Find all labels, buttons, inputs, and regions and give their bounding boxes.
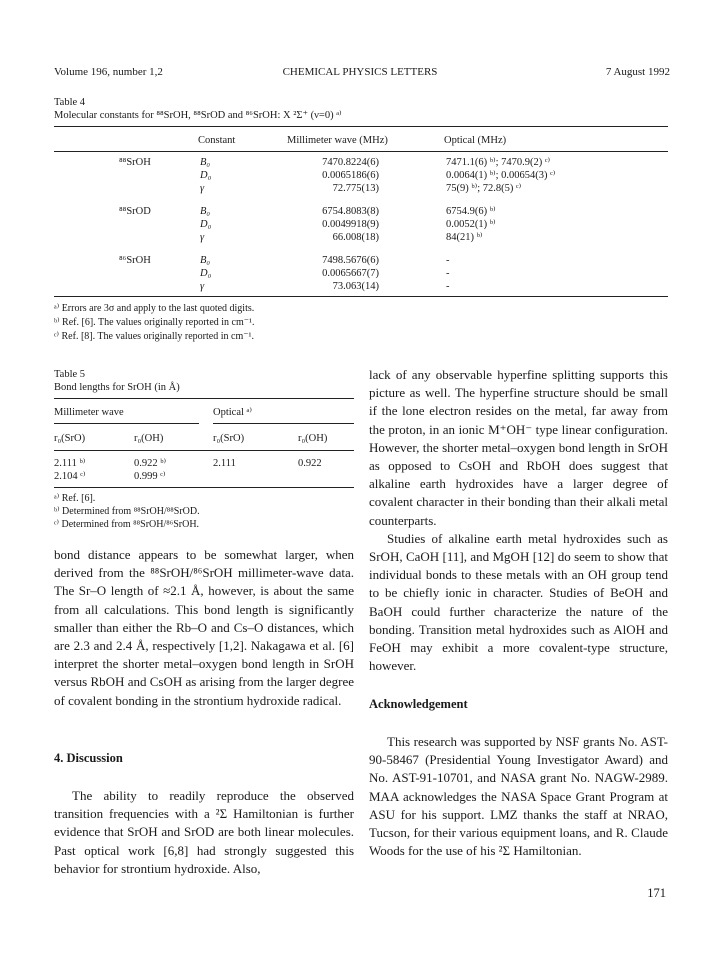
table4-optical-value: - — [446, 268, 450, 279]
table5-footnote-c: ᶜ⁾ Determined from ⁸⁸SrOH/⁸⁶SrOH. — [54, 519, 200, 530]
body-paragraph: This research was supported by NSF grants No. AST-90-58467 (Presidential Young Investigator Award) and No. AST-91-10701, and NASA grant No. NAGW-2989. MAA acknowledges the NASA Space Grant Program at ASU for his support. LMZ thanks the staff at NRAO, Tucson, for their various equipment loans, and R. Claude Woods for the use of his ²Σ Hamiltonian. — [369, 734, 668, 859]
table4-header-optical: Optical (MHz) — [444, 135, 507, 146]
table4-constant: D₀ — [200, 268, 212, 279]
table4-footnote-a: ᵃ⁾ Errors are 3σ and apply to the last quoted digits. — [54, 303, 255, 314]
table4-optical-value: 7471.1(6) ᵇ⁾; 7470.9(2) ᶜ⁾ — [446, 157, 551, 168]
table4-caption: Molecular constants for ⁸⁸SrOH, ⁸⁸SrOD and ⁸⁶SrOH: X ²Σ⁺ (ν=0) ᵃ⁾ — [54, 110, 342, 121]
body-paragraph: bond distance appears to be somewhat larger, when derived from the ⁸⁸SrOH/⁸⁶SrOH millimeter-wave data. The Sr–O length of ≈2.1 Å, however, is about the same from all calculations. This bond length is significantly smaller than either the Rb–O and Cs–O distances, which are 2.3 and 2.4 Å, respectively [1,2]. Nakagawa et al. [6] interpret the shorter metal–oxygen bond length in SrOH versus RbOH and CsOH as arising from the larger degree of covalent bonding in the strontium hydroxide radical. — [54, 547, 354, 708]
table4-bottom-rule — [54, 296, 668, 297]
table4-mmw-value: 66.008(18) — [332, 232, 379, 243]
body-paragraph: lack of any observable hyperfine splitting supports this picture as well. The hyperfine structure should be small if the lone electron resides on the metal, far away from the proton, in an ionic M⁺OH⁻ type linear configuration. However, the shorter metal–oxygen bond length in SrOH as opposed to CsOH and RbOH does suggest that alkaline earth hydroxides have a larger degree of covalent character in their bonding than their alkali metal counterparts. — [369, 367, 668, 528]
section-heading-discussion: 4. Discussion — [54, 751, 123, 765]
table5-group-optical: Optical ᵃ⁾ — [213, 407, 252, 418]
table4-optical-value: - — [446, 255, 450, 266]
table5-header-rule — [54, 450, 354, 451]
table4-header-constant: Constant — [198, 135, 236, 146]
table5-bottom-rule — [54, 487, 354, 488]
table4-optical-value: 84(21) ᵇ⁾ — [446, 232, 483, 243]
section-heading-acknowledgement: Acknowledgement — [369, 697, 468, 711]
body-paragraph: The ability to readily reproduce the observed transition frequencies with a ²Σ Hamiltonian is further evidence that SrOH and SrOD are both linear molecules. Past optical work [6,8] had strongly suggested this behavior for strontium hydroxide. Also, — [54, 788, 354, 876]
table4-label: Table 4 — [54, 97, 86, 108]
table4-footnote-c: ᶜ⁾ Ref. [8]. The values originally reported in cm⁻¹. — [54, 331, 254, 342]
table4-mmw-value: 0.0065186(6) — [322, 170, 379, 181]
table4-constant: B₀ — [200, 157, 211, 168]
table4-mmw-value: 73.063(14) — [332, 281, 379, 292]
table4-species: ⁸⁶SrOH — [119, 255, 151, 266]
table4-optical-value: 0.0052(1) ᵇ⁾ — [446, 219, 496, 230]
table4-constant: γ — [200, 232, 205, 243]
table4-mmw-value: 7498.5676(6) — [322, 255, 379, 266]
table4-header-mmw: Millimeter wave (MHz) — [287, 135, 388, 146]
table5-footnote-a: ᵃ⁾ Ref. [6]. — [54, 493, 96, 504]
table4-header-rule — [54, 151, 668, 152]
table5-cell: 0.922 — [298, 458, 322, 469]
running-header-journal: CHEMICAL PHYSICS LETTERS — [282, 66, 438, 78]
table4-mmw-value: 0.0065667(7) — [322, 268, 379, 279]
table5-cell: 2.111 ᵇ⁾ — [54, 458, 86, 469]
table5-caption: Bond lengths for SrOH (in Å) — [54, 382, 180, 393]
table5-header-opt-sro: r₀(SrO) — [213, 433, 245, 444]
table5-header-mmw-sro: r₀(SrO) — [54, 433, 86, 444]
right-column — [369, 366, 668, 675]
table5-header-mmw-oh: r₀(OH) — [134, 433, 164, 444]
table4-constant: B₀ — [200, 255, 211, 266]
table5-cell: 0.922 ᵇ⁾ — [134, 458, 167, 469]
table4-top-rule — [54, 126, 668, 127]
table5-group-mmw: Millimeter wave — [54, 407, 124, 418]
table4-species: ⁸⁸SrOD — [119, 206, 151, 217]
table4-species: ⁸⁸SrOH — [119, 157, 151, 168]
left-column — [54, 546, 354, 710]
running-header-volume: Volume 196, number 1,2 — [54, 66, 163, 78]
body-paragraph: Studies of alkaline earth metal hydroxides such as SrOH, CaOH [11], and MgOH [12] do seem to show that individual bonds to these metals with an OH group tend to be chiefly ionic in character. Studies of BeOH and BaOH could further characterize the nature of the bonding. Transition metal hydroxides such as AlOH and FeOH may exhibit a more covalent-type structure, however. — [369, 530, 668, 674]
left-column-discussion — [54, 787, 354, 878]
table4-mmw-value: 6754.8083(8) — [322, 206, 379, 217]
table4-constant: γ — [200, 281, 205, 292]
table5-label: Table 5 — [54, 369, 86, 380]
table5-mmw-rule — [54, 423, 199, 424]
table4-constant: D₀ — [200, 170, 212, 181]
table5-cell: 2.111 — [213, 458, 236, 469]
table4-optical-value: 6754.9(6) ᵇ⁾ — [446, 206, 496, 217]
table4-mmw-value: 7470.8224(6) — [322, 157, 379, 168]
table4-mmw-value: 0.0049918(9) — [322, 219, 379, 230]
table4-mmw-value: 72.775(13) — [332, 183, 379, 194]
table5-footnote-b: ᵇ⁾ Determined from ⁸⁸SrOH/⁸⁸SrOD. — [54, 506, 200, 517]
table4-optical-value: 75(9) ᵇ⁾; 72.8(5) ᶜ⁾ — [446, 183, 522, 194]
table4-constant: D₀ — [200, 219, 212, 230]
table5-cell: 2.104 ᶜ⁾ — [54, 471, 86, 482]
table5-cell: 0.999 ᶜ⁾ — [134, 471, 166, 482]
table4-footnote-b: ᵇ⁾ Ref. [6]. The values originally reported in cm⁻¹. — [54, 317, 255, 328]
acknowledgement-text — [369, 733, 668, 860]
table5-top-rule — [54, 398, 354, 399]
table5-header-opt-oh: r₀(OH) — [298, 433, 328, 444]
table4-constant: B₀ — [200, 206, 211, 217]
table4-constant: γ — [200, 183, 205, 194]
table4-optical-value: 0.0064(1) ᵇ⁾; 0.00654(3) ᶜ⁾ — [446, 170, 556, 181]
table5-optical-rule — [213, 423, 354, 424]
running-header-date: 7 August 1992 — [605, 66, 670, 78]
table4-optical-value: - — [446, 281, 450, 292]
page-number: 171 — [647, 886, 666, 900]
